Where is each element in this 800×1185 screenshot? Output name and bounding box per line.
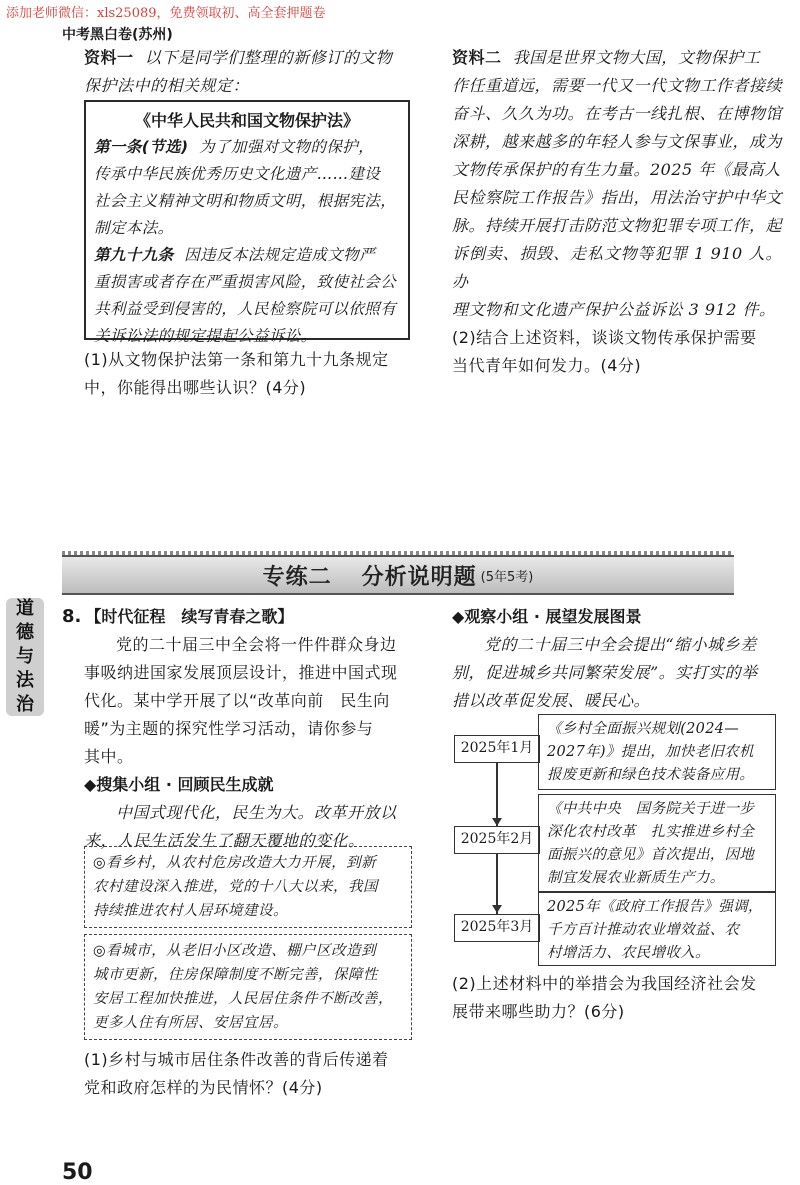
question-theme: 【时代征程 续写青春之歌】 — [85, 607, 294, 626]
material-two-line: 诉倒卖、损毁、走私文物等犯罪 1 910 人。办 — [452, 244, 782, 291]
city-box — [84, 934, 412, 1040]
question-line: 当代青年如何发力。(4分) — [452, 356, 642, 375]
village-line: ◎看乡村，从农村危房改造大力开展，到新 — [93, 855, 377, 871]
intro-line: 代化。某中学开展了以“改革向前 民生向 — [84, 691, 390, 710]
material-two-line: 奋斗、久久为功。在考古一线扎根、在博物馆 — [452, 104, 783, 123]
material-one — [84, 44, 414, 100]
timeline-date: 2025年3月 — [454, 914, 540, 942]
watermark-text: 添加老师微信：xls25089，免费领取初、高全套押题卷 — [6, 6, 326, 21]
question-8-2 — [452, 970, 782, 1026]
question-8-1 — [84, 1046, 414, 1102]
section-name: 分析说明题 — [361, 564, 477, 590]
intro-line: 事吸纳进国家发展顶层设计，推进中国式现 — [84, 663, 398, 682]
timeline-event — [538, 794, 776, 892]
group-2-line: 别，促进城乡共同繁荣发展”。实打实的举 — [452, 663, 758, 682]
question-line: 展带来哪些助力？(6分) — [452, 1002, 625, 1021]
intro-line: 其中。 — [84, 747, 134, 766]
material-two-label: 资料二 — [452, 48, 502, 67]
article-99-line: 因违反本法规定造成文物严 — [184, 246, 375, 264]
article-99 — [94, 242, 400, 350]
side-tab-char: 道 — [16, 598, 34, 619]
section-banner — [62, 555, 734, 595]
material-one-label: 资料一 — [84, 48, 134, 67]
running-head: 中考黑白卷(苏州) — [62, 27, 173, 43]
timeline-line: 村增活力、农民增收入。 — [547, 945, 710, 961]
material-one-intro: 以下是同学们整理的新修订的文物 — [144, 48, 393, 67]
timeline-line: 《中共中央 国务院关于进一步 — [547, 801, 755, 817]
city-line: 安居工程加快推进，人民居住条件不断改善， — [93, 991, 393, 1007]
timeline-event — [538, 892, 776, 966]
city-line: 城市更新，住房保障制度不断完善，保障性 — [93, 967, 378, 983]
timeline-line: 千方百计推动农业增效益、农 — [547, 922, 740, 938]
article-99-label: 第九十九条 — [94, 246, 174, 264]
article-1-line: 社会主义精神文明和物质文明，根据宪法， — [94, 192, 397, 210]
article-1-line: 传承中华民族优秀历史文化遗产……建设 — [94, 165, 381, 183]
question-8-left — [62, 603, 414, 855]
section-sub: (5年5考) — [480, 569, 534, 585]
group-1-line: 来，人民生活发生了翻天覆地的变化。 — [84, 831, 365, 850]
timeline-event — [538, 714, 776, 790]
article-1-line: 为了加强对文物的保护， — [199, 138, 375, 156]
article-1-line: 制定本法。 — [94, 219, 174, 237]
section-title: 专练二 — [262, 564, 332, 590]
group-1-title: ◆搜集小组 · 回顾民生成就 — [84, 775, 274, 794]
question-line: 党和政府怎样的为民情怀？(4分) — [84, 1078, 323, 1097]
question-line: (2)结合上述资料，谈谈文物传承保护需要 — [452, 328, 757, 347]
material-two-line: 深耕，越来越多的年轻人参与文保事业，成为 — [452, 132, 783, 151]
village-line: 持续推进农村人居环境建设。 — [93, 903, 288, 919]
article-99-line: 关诉讼法的规定提起公益诉讼。 — [94, 327, 317, 345]
law-excerpt-box — [84, 100, 410, 345]
arrow-down-icon — [492, 818, 502, 826]
group-2-line: 措以改革促发展、暖民心。 — [452, 691, 651, 710]
question-line: (1)从文物保护法第一条和第九十九条规定 — [84, 350, 389, 369]
material-two-line: 我国是世界文物大国，文物保护工 — [512, 48, 761, 67]
timeline-line: 《乡村全面振兴规划(2024— — [547, 721, 740, 737]
timeline-line: 面振兴的意见》首次提出，因地 — [547, 847, 755, 863]
intro-line: 暖”为主题的探究性学习活动，请你参与 — [84, 719, 374, 738]
city-line: 更多人住有所居、安居宜居。 — [93, 1015, 288, 1031]
page-number: 50 — [62, 1160, 93, 1185]
article-1 — [94, 134, 400, 242]
material-two-line: 民检察院工作报告》指出，用法治守护中华文 — [452, 188, 783, 207]
timeline-date: 2025年2月 — [454, 826, 540, 854]
question-line: (1)乡村与城市居住条件改善的背后传递着 — [84, 1050, 389, 1069]
timeline-line: 2025年《政府工作报告》强调， — [547, 899, 763, 915]
question-number: 8. — [62, 606, 82, 627]
group-2-title: ◆观察小组 · 展望发展图景 — [452, 607, 642, 626]
material-two-line: 作任重道远，需要一代又一代文物工作者接续 — [452, 76, 783, 95]
question-1-material — [84, 346, 414, 402]
timeline-line: 制宜发展农业新质生产力。 — [547, 870, 725, 886]
article-99-line: 共利益受到侵害的，人民检察院可以依照有 — [94, 300, 397, 318]
law-title: 《中华人民共和国文物保护法》 — [134, 111, 359, 130]
article-1-label: 第一条(节选) — [94, 138, 189, 156]
timeline-line: 深化农村改革 扎实推进乡村全 — [547, 824, 755, 840]
timeline-line: 2027年)》提出，加快老旧农机 — [547, 744, 754, 760]
article-99-line: 重损害或者存在严重损害风险，致使社会公 — [94, 273, 397, 291]
timeline-line: 报废更新和绿色技术装备应用。 — [547, 767, 755, 783]
material-two-line: 文物传承保护的有生力量。2025 年《最高人 — [452, 160, 781, 179]
side-tab-char: 与 — [16, 646, 34, 667]
question-8-right — [452, 603, 782, 715]
village-line: 农村建设深入推进，党的十八大以来，我国 — [93, 879, 378, 895]
material-one-intro-2: 保护法中的相关规定： — [84, 76, 250, 95]
group-2-line: 党的二十届三中全会提出“缩小城乡差 — [484, 635, 757, 654]
timeline-date: 2025年1月 — [454, 735, 540, 763]
side-tab-char: 法 — [16, 670, 34, 691]
group-1-line: 中国式现代化，民生为大。改革开放以 — [116, 803, 397, 822]
subject-side-tab — [6, 598, 44, 716]
village-box — [84, 846, 412, 928]
arrow-down-icon — [492, 905, 502, 913]
material-two-line: 脉。持续开展打击防范文物犯罪专项工作，起 — [452, 216, 783, 235]
side-tab-char: 德 — [16, 622, 34, 643]
city-line: ◎看城市，从老旧小区改造、棚户区改造到 — [93, 943, 377, 959]
question-line: (2)上述材料中的举措会为我国经济社会发 — [452, 974, 757, 993]
material-two-line: 理文物和文化遗产保护公益诉讼 3 912 件。 — [452, 300, 776, 319]
intro-line: 党的二十届三中全会将一件件群众身边 — [116, 635, 397, 654]
material-two — [452, 44, 782, 380]
side-tab-char: 治 — [16, 694, 34, 715]
question-line: 中，你能得出哪些认识？(4分) — [84, 378, 307, 397]
